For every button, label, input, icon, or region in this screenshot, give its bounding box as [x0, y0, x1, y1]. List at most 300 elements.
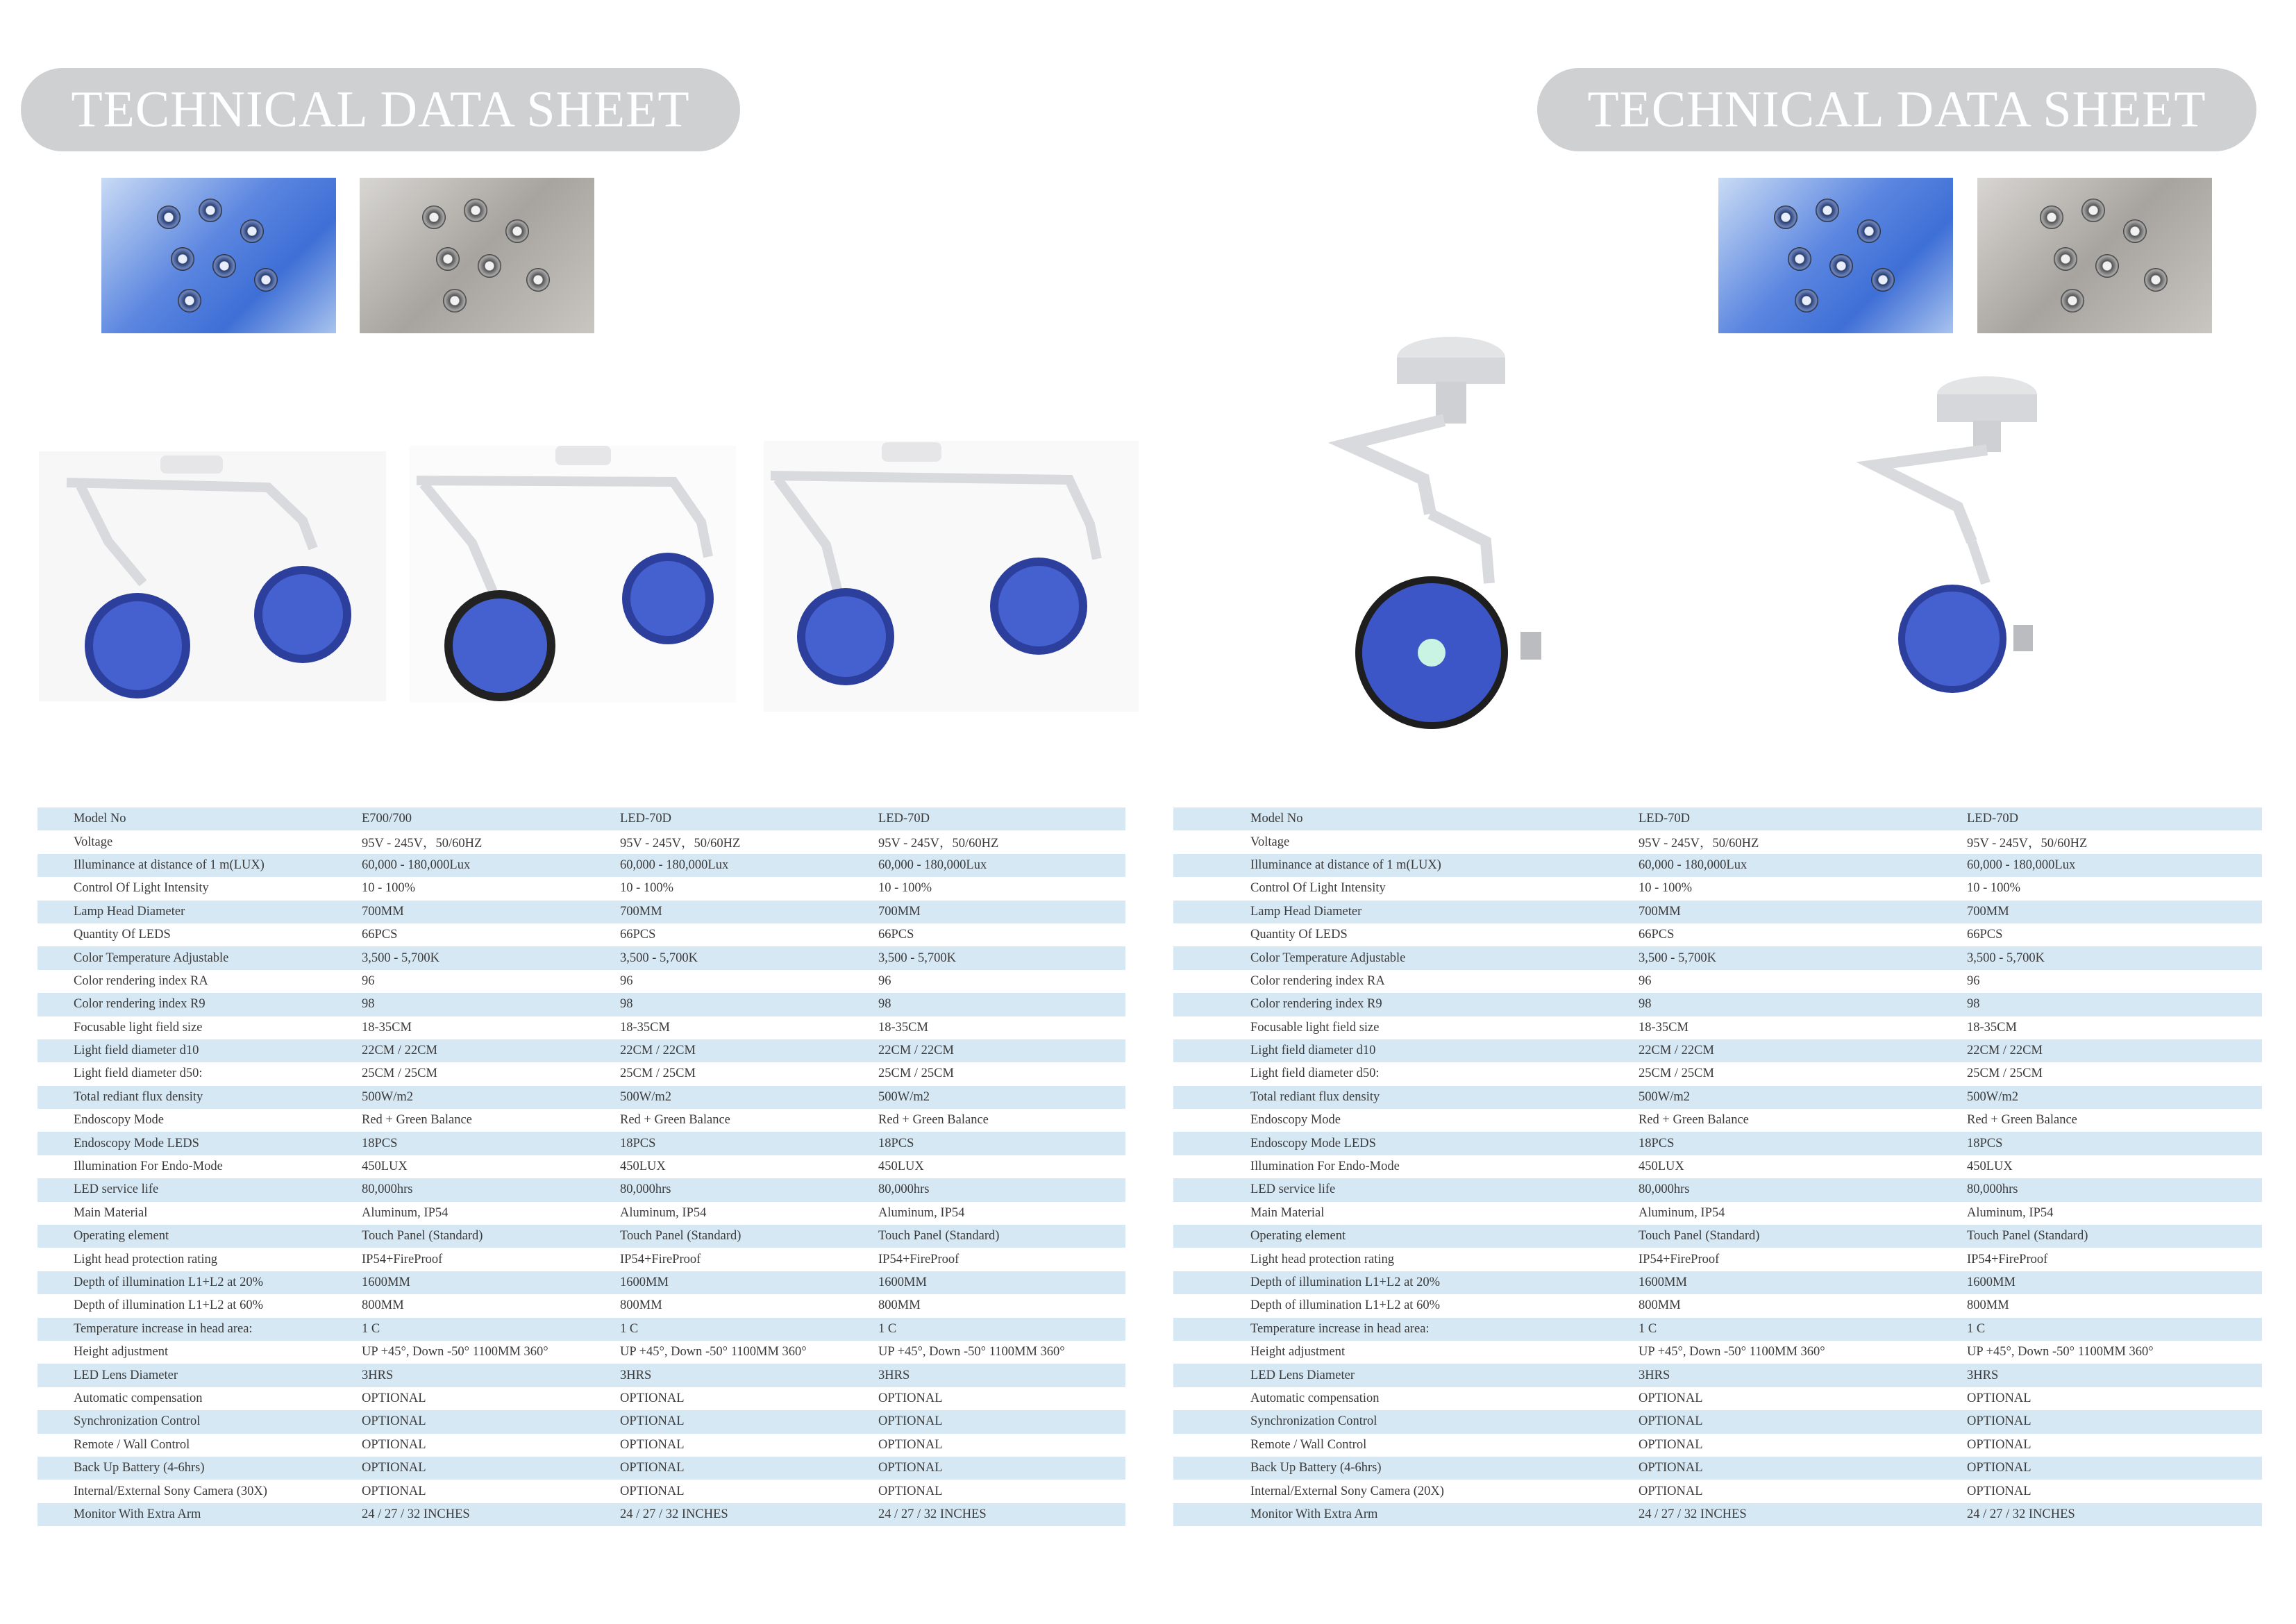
spec-label: Color rendering index R9 — [1250, 993, 1639, 1016]
spec-value: 1 C — [362, 1318, 620, 1341]
spec-label: Control Of Light Intensity — [1250, 877, 1639, 900]
row-indent — [1173, 1503, 1250, 1526]
spec-value: 60,000 - 180,000Lux — [620, 854, 878, 877]
row-indent — [1173, 923, 1250, 946]
spec-value: 98 — [1967, 993, 2262, 1016]
row-indent — [37, 877, 74, 900]
table-row — [1173, 1503, 2262, 1526]
table-row — [1173, 1109, 2262, 1132]
spec-value: UP +45°, Down -50° 1100MM 360° — [620, 1341, 878, 1364]
spec-label: Main Material — [74, 1202, 362, 1225]
spec-value: 22CM / 22CM — [878, 1039, 1125, 1062]
spec-value: IP54+FireProof — [620, 1248, 878, 1271]
table-row — [1173, 830, 2262, 853]
spec-value: 1600MM — [878, 1271, 1125, 1294]
spec-value: 3HRS — [1967, 1364, 2262, 1387]
spec-value: Aluminum, IP54 — [362, 1202, 620, 1225]
table-row — [37, 1503, 1125, 1526]
spec-value: 10 - 100% — [1967, 877, 2262, 900]
spec-value: 60,000 - 180,000Lux — [1967, 854, 2262, 877]
spec-value: OPTIONAL — [1967, 1434, 2262, 1457]
spec-value: UP +45°, Down -50° 1100MM 360° — [362, 1341, 620, 1364]
spec-table — [37, 807, 1125, 1526]
table-row — [1173, 1155, 2262, 1178]
spec-label: Illuminance at distance of 1 m(LUX) — [1250, 854, 1639, 877]
spec-value: 98 — [878, 993, 1125, 1016]
spec-label: Internal/External Sony Camera (30X) — [74, 1480, 362, 1502]
table-row — [1173, 946, 2262, 969]
spec-label: Color rendering index RA — [74, 970, 362, 993]
spec-value: 10 - 100% — [362, 877, 620, 900]
spec-value: Touch Panel (Standard) — [878, 1225, 1125, 1248]
spec-value: 500W/m2 — [362, 1086, 620, 1109]
spec-value: 96 — [878, 970, 1125, 993]
spec-label: Operating element — [74, 1225, 362, 1248]
row-indent — [37, 854, 74, 877]
table-row — [1173, 1387, 2262, 1410]
spec-value: Touch Panel (Standard) — [362, 1225, 620, 1248]
row-indent — [1173, 1341, 1250, 1364]
row-indent — [1173, 877, 1250, 900]
row-indent — [1173, 1294, 1250, 1317]
spec-value: 66PCS — [1639, 923, 1967, 946]
spec-label: Synchronization Control — [1250, 1410, 1639, 1433]
spec-label: Automatic compensation — [1250, 1387, 1639, 1410]
row-indent — [1173, 807, 1250, 830]
row-indent — [37, 1178, 74, 1201]
table-row — [37, 1039, 1125, 1062]
row-indent — [1173, 1039, 1250, 1062]
spec-value: 1600MM — [1639, 1271, 1967, 1294]
spec-value: OPTIONAL — [362, 1410, 620, 1433]
spec-value: OPTIONAL — [1639, 1457, 1967, 1480]
spec-value: IP54+FireProof — [1967, 1248, 2262, 1271]
spec-value: 18-35CM — [1639, 1016, 1967, 1039]
spec-label: LED Lens Diameter — [74, 1364, 362, 1387]
spec-value: OPTIONAL — [1639, 1387, 1967, 1410]
spec-label: Endoscopy Mode LEDS — [1250, 1132, 1639, 1155]
spec-value: 25CM / 25CM — [362, 1062, 620, 1085]
row-indent — [1173, 1225, 1250, 1248]
spec-label: Endoscopy Mode — [74, 1109, 362, 1132]
spec-value: 800MM — [878, 1294, 1125, 1317]
spec-value: Red + Green Balance — [1967, 1109, 2262, 1132]
spec-value: 700MM — [1967, 901, 2262, 923]
spec-value: 25CM / 25CM — [878, 1062, 1125, 1085]
spec-value: OPTIONAL — [1639, 1480, 1967, 1502]
table-row — [37, 1155, 1125, 1178]
table-row — [1173, 1318, 2262, 1341]
spec-label: Lamp Head Diameter — [1250, 901, 1639, 923]
spec-value: 450LUX — [1967, 1155, 2262, 1178]
table-row — [1173, 1225, 2262, 1248]
double-head-lamp-led70d-b — [764, 434, 1139, 712]
spec-value: 3,500 - 5,700K — [362, 946, 620, 969]
spec-value: 25CM / 25CM — [1639, 1062, 1967, 1085]
spec-value: Red + Green Balance — [362, 1109, 620, 1132]
row-indent — [1173, 1178, 1250, 1201]
spec-label: Monitor With Extra Arm — [74, 1503, 362, 1526]
table-row — [1173, 807, 2262, 830]
spec-value: OPTIONAL — [362, 1480, 620, 1502]
row-indent — [1173, 1202, 1250, 1225]
spec-value: 500W/m2 — [1967, 1086, 2262, 1109]
spec-label: Temperature increase in head area: — [74, 1318, 362, 1341]
row-indent — [37, 1318, 74, 1341]
row-indent — [37, 1202, 74, 1225]
table-row — [1173, 993, 2262, 1016]
spec-label: Quantity Of LEDS — [1250, 923, 1639, 946]
spec-value: 1600MM — [1967, 1271, 2262, 1294]
row-indent — [37, 807, 74, 830]
table-row — [1173, 1016, 2262, 1039]
spec-value: UP +45°, Down -50° 1100MM 360° — [878, 1341, 1125, 1364]
spec-label: Color Temperature Adjustable — [74, 946, 362, 969]
spec-value: OPTIONAL — [620, 1457, 878, 1480]
spec-label: Light field diameter d50: — [74, 1062, 362, 1085]
spec-value: 800MM — [1967, 1294, 2262, 1317]
table-row — [1173, 1457, 2262, 1480]
spec-value: 18PCS — [620, 1132, 878, 1155]
spec-value: 96 — [362, 970, 620, 993]
row-indent — [37, 1132, 74, 1155]
page-title: TECHNICAL DATA SHEET — [21, 68, 740, 151]
spec-value: 22CM / 22CM — [362, 1039, 620, 1062]
spec-value: Touch Panel (Standard) — [620, 1225, 878, 1248]
led-panel-photo-blue — [101, 178, 336, 333]
spec-label: Control Of Light Intensity — [74, 877, 362, 900]
single-head-lamp-large — [1312, 333, 1604, 729]
led-panel-photo-blue — [1718, 178, 1953, 333]
row-indent — [1173, 1318, 1250, 1341]
spec-value: OPTIONAL — [620, 1480, 878, 1502]
row-indent — [1173, 1248, 1250, 1271]
spec-label: Light head protection rating — [1250, 1248, 1639, 1271]
spec-value: 450LUX — [878, 1155, 1125, 1178]
spec-value: 18PCS — [1967, 1132, 2262, 1155]
spec-label: Temperature increase in head area: — [1250, 1318, 1639, 1341]
spec-value: 96 — [1639, 970, 1967, 993]
spec-value: IP54+FireProof — [878, 1248, 1125, 1271]
spec-value: 3,500 - 5,700K — [620, 946, 878, 969]
right-page — [1146, 0, 2296, 1624]
spec-label: LED service life — [1250, 1178, 1639, 1201]
page-title: TECHNICAL DATA SHEET — [1537, 68, 2256, 151]
spec-label: Depth of illumination L1+L2 at 20% — [1250, 1271, 1639, 1294]
row-indent — [37, 1086, 74, 1109]
spec-value: 500W/m2 — [1639, 1086, 1967, 1109]
spec-value: 80,000hrs — [362, 1178, 620, 1201]
spec-label: Light field diameter d10 — [74, 1039, 362, 1062]
row-indent — [37, 1109, 74, 1132]
spec-value: 450LUX — [362, 1155, 620, 1178]
spec-value: 1600MM — [362, 1271, 620, 1294]
spec-value: 3HRS — [1639, 1364, 1967, 1387]
spec-value: 1 C — [620, 1318, 878, 1341]
table-row — [37, 993, 1125, 1016]
row-indent — [1173, 1480, 1250, 1502]
table-row — [37, 1202, 1125, 1225]
spec-value: OPTIONAL — [878, 1457, 1125, 1480]
table-row — [37, 1364, 1125, 1387]
row-indent — [1173, 901, 1250, 923]
table-row — [37, 807, 1125, 830]
table-row — [37, 1248, 1125, 1271]
spec-value: 80,000hrs — [1967, 1178, 2262, 1201]
row-indent — [37, 970, 74, 993]
spec-label: Voltage — [74, 830, 362, 853]
spec-value: OPTIONAL — [1967, 1480, 2262, 1502]
spec-value: 10 - 100% — [878, 877, 1125, 900]
table-row — [37, 1410, 1125, 1433]
spec-value: 24 / 27 / 32 INCHES — [1639, 1503, 1967, 1526]
spec-label: Main Material — [1250, 1202, 1639, 1225]
table-row — [1173, 1178, 2262, 1201]
spec-value: 98 — [620, 993, 878, 1016]
double-head-lamp-led70d-a — [410, 439, 736, 703]
row-indent — [37, 830, 74, 853]
table-row — [37, 854, 1125, 877]
spec-label: Depth of illumination L1+L2 at 60% — [74, 1294, 362, 1317]
table-row — [1173, 1364, 2262, 1387]
spec-value: Touch Panel (Standard) — [1967, 1225, 2262, 1248]
spec-label: Quantity Of LEDS — [74, 923, 362, 946]
spec-value: OPTIONAL — [620, 1387, 878, 1410]
row-indent — [37, 901, 74, 923]
spec-value: 25CM / 25CM — [1967, 1062, 2262, 1085]
row-indent — [1173, 1016, 1250, 1039]
spec-value: 18-35CM — [620, 1016, 878, 1039]
spec-value: 10 - 100% — [1639, 877, 1967, 900]
spec-value: E700/700 — [362, 807, 620, 830]
spec-value: 22CM / 22CM — [1639, 1039, 1967, 1062]
row-indent — [37, 946, 74, 969]
spec-value: 450LUX — [620, 1155, 878, 1178]
table-row — [1173, 1341, 2262, 1364]
spec-value: 80,000hrs — [620, 1178, 878, 1201]
spec-value: UP +45°, Down -50° 1100MM 360° — [1967, 1341, 2262, 1364]
spec-label: Automatic compensation — [74, 1387, 362, 1410]
spec-value: OPTIONAL — [878, 1387, 1125, 1410]
table-row — [37, 1318, 1125, 1341]
table-row — [1173, 1132, 2262, 1155]
spec-value: 3,500 - 5,700K — [878, 946, 1125, 969]
spec-value: OPTIONAL — [362, 1457, 620, 1480]
spec-value: 60,000 - 180,000Lux — [1639, 854, 1967, 877]
spec-label: Synchronization Control — [74, 1410, 362, 1433]
spec-value: 98 — [362, 993, 620, 1016]
table-row — [1173, 1410, 2262, 1433]
spec-label: Depth of illumination L1+L2 at 60% — [1250, 1294, 1639, 1317]
table-row — [37, 1294, 1125, 1317]
spec-value: OPTIONAL — [620, 1410, 878, 1433]
table-row — [37, 877, 1125, 900]
row-indent — [1173, 1271, 1250, 1294]
row-indent — [1173, 1410, 1250, 1433]
left-page — [0, 0, 1146, 1624]
spec-label: Endoscopy Mode LEDS — [74, 1132, 362, 1155]
spec-label: Endoscopy Mode — [1250, 1109, 1639, 1132]
row-indent — [1173, 1457, 1250, 1480]
table-row — [1173, 1480, 2262, 1502]
row-indent — [1173, 1434, 1250, 1457]
spec-table — [1173, 807, 2262, 1526]
row-indent — [37, 1503, 74, 1526]
spec-label: Illuminance at distance of 1 m(LUX) — [74, 854, 362, 877]
spec-value: 22CM / 22CM — [1967, 1039, 2262, 1062]
row-indent — [37, 1434, 74, 1457]
spec-value: 95V - 245V，50/60HZ — [362, 830, 620, 853]
table-row — [37, 1480, 1125, 1502]
spec-value: OPTIONAL — [362, 1434, 620, 1457]
table-row — [37, 1225, 1125, 1248]
row-indent — [37, 1410, 74, 1433]
row-indent — [37, 1062, 74, 1085]
spec-value: 60,000 - 180,000Lux — [362, 854, 620, 877]
spec-label: Light field diameter d10 — [1250, 1039, 1639, 1062]
spec-value: LED-70D — [1967, 807, 2262, 830]
spec-label: Color rendering index RA — [1250, 970, 1639, 993]
spec-label: Back Up Battery (4-6hrs) — [74, 1457, 362, 1480]
spec-label: Illumination For Endo-Mode — [1250, 1155, 1639, 1178]
spec-value: 500W/m2 — [878, 1086, 1125, 1109]
spec-value: Red + Green Balance — [878, 1109, 1125, 1132]
row-indent — [1173, 1109, 1250, 1132]
spec-value: 1 C — [1639, 1318, 1967, 1341]
spec-value: OPTIONAL — [1967, 1457, 2262, 1480]
spec-label: Voltage — [1250, 830, 1639, 853]
table-row — [37, 1062, 1125, 1085]
spec-label: Illumination For Endo-Mode — [74, 1155, 362, 1178]
spec-value: 98 — [1639, 993, 1967, 1016]
spec-value: 1 C — [878, 1318, 1125, 1341]
spec-label: Light field diameter d50: — [1250, 1062, 1639, 1085]
table-row — [1173, 1039, 2262, 1062]
spec-value: 96 — [1967, 970, 2262, 993]
spec-label: Height adjustment — [1250, 1341, 1639, 1364]
spec-value: 1600MM — [620, 1271, 878, 1294]
table-row — [37, 1086, 1125, 1109]
spec-value: 1 C — [1967, 1318, 2262, 1341]
spec-value: OPTIONAL — [362, 1387, 620, 1410]
spec-value: OPTIONAL — [1639, 1410, 1967, 1433]
row-indent — [1173, 946, 1250, 969]
table-row — [37, 1341, 1125, 1364]
spec-value: 3,500 - 5,700K — [1967, 946, 2262, 969]
spec-label: Total rediant flux density — [74, 1086, 362, 1109]
table-row — [1173, 1271, 2262, 1294]
spec-value: OPTIONAL — [620, 1434, 878, 1457]
spec-value: 800MM — [362, 1294, 620, 1317]
spec-value: UP +45°, Down -50° 1100MM 360° — [1639, 1341, 1967, 1364]
table-row — [37, 901, 1125, 923]
spec-label: Lamp Head Diameter — [74, 901, 362, 923]
table-row — [37, 970, 1125, 993]
spec-label: Focusable light field size — [74, 1016, 362, 1039]
spec-value: Aluminum, IP54 — [878, 1202, 1125, 1225]
row-indent — [37, 1271, 74, 1294]
spec-value: 700MM — [1639, 901, 1967, 923]
spec-label: Color Temperature Adjustable — [1250, 946, 1639, 969]
spec-value: 95V - 245V，50/60HZ — [1967, 830, 2262, 853]
spec-value: 66PCS — [878, 923, 1125, 946]
spec-value: Touch Panel (Standard) — [1639, 1225, 1967, 1248]
spec-value: 95V - 245V，50/60HZ — [1639, 830, 1967, 853]
spec-label: Monitor With Extra Arm — [1250, 1503, 1639, 1526]
spec-value: 700MM — [878, 901, 1125, 923]
spec-value: 18-35CM — [362, 1016, 620, 1039]
spec-value: 800MM — [1639, 1294, 1967, 1317]
spec-label: Operating element — [1250, 1225, 1639, 1248]
table-row — [1173, 877, 2262, 900]
spec-value: LED-70D — [1639, 807, 1967, 830]
spec-value: 3HRS — [362, 1364, 620, 1387]
spec-value: 66PCS — [620, 923, 878, 946]
table-row — [1173, 923, 2262, 946]
spec-value: 700MM — [362, 901, 620, 923]
table-row — [37, 1132, 1125, 1155]
spec-value: 24 / 27 / 32 INCHES — [1967, 1503, 2262, 1526]
row-indent — [37, 1248, 74, 1271]
spec-value: OPTIONAL — [1639, 1434, 1967, 1457]
spec-value: 60,000 - 180,000Lux — [878, 854, 1125, 877]
spec-label: Internal/External Sony Camera (20X) — [1250, 1480, 1639, 1502]
spec-value: IP54+FireProof — [1639, 1248, 1967, 1271]
spec-label: LED service life — [74, 1178, 362, 1201]
spec-value: LED-70D — [878, 807, 1125, 830]
spec-value: Aluminum, IP54 — [620, 1202, 878, 1225]
table-row — [1173, 970, 2262, 993]
spec-value: 80,000hrs — [878, 1178, 1125, 1201]
table-row — [1173, 1248, 2262, 1271]
spec-value: Aluminum, IP54 — [1639, 1202, 1967, 1225]
spec-value: 450LUX — [1639, 1155, 1967, 1178]
led-panel-photo-grey — [360, 178, 594, 333]
spec-value: 24 / 27 / 32 INCHES — [620, 1503, 878, 1526]
spec-label: Height adjustment — [74, 1341, 362, 1364]
table-row — [37, 1457, 1125, 1480]
spec-value: 66PCS — [1967, 923, 2262, 946]
spec-label: Focusable light field size — [1250, 1016, 1639, 1039]
spec-value: 24 / 27 / 32 INCHES — [362, 1503, 620, 1526]
table-row — [37, 1178, 1125, 1201]
table-row — [1173, 1202, 2262, 1225]
spec-value: 18-35CM — [1967, 1016, 2262, 1039]
table-row — [37, 1434, 1125, 1457]
spec-value: 500W/m2 — [620, 1086, 878, 1109]
spec-value: 10 - 100% — [620, 877, 878, 900]
spec-value: 25CM / 25CM — [620, 1062, 878, 1085]
spec-value: 66PCS — [362, 923, 620, 946]
spec-value: 18PCS — [362, 1132, 620, 1155]
spec-value: 22CM / 22CM — [620, 1039, 878, 1062]
row-indent — [1173, 993, 1250, 1016]
spec-value: 18PCS — [878, 1132, 1125, 1155]
row-indent — [37, 1387, 74, 1410]
row-indent — [37, 1457, 74, 1480]
row-indent — [1173, 1155, 1250, 1178]
row-indent — [37, 1155, 74, 1178]
spec-value: OPTIONAL — [878, 1410, 1125, 1433]
row-indent — [1173, 1364, 1250, 1387]
spec-label: Color rendering index R9 — [74, 993, 362, 1016]
spec-label: Depth of illumination L1+L2 at 20% — [74, 1271, 362, 1294]
table-row — [37, 1016, 1125, 1039]
table-row — [1173, 1086, 2262, 1109]
spec-label: Remote / Wall Control — [1250, 1434, 1639, 1457]
spec-value: OPTIONAL — [878, 1434, 1125, 1457]
spec-value: Red + Green Balance — [1639, 1109, 1967, 1132]
